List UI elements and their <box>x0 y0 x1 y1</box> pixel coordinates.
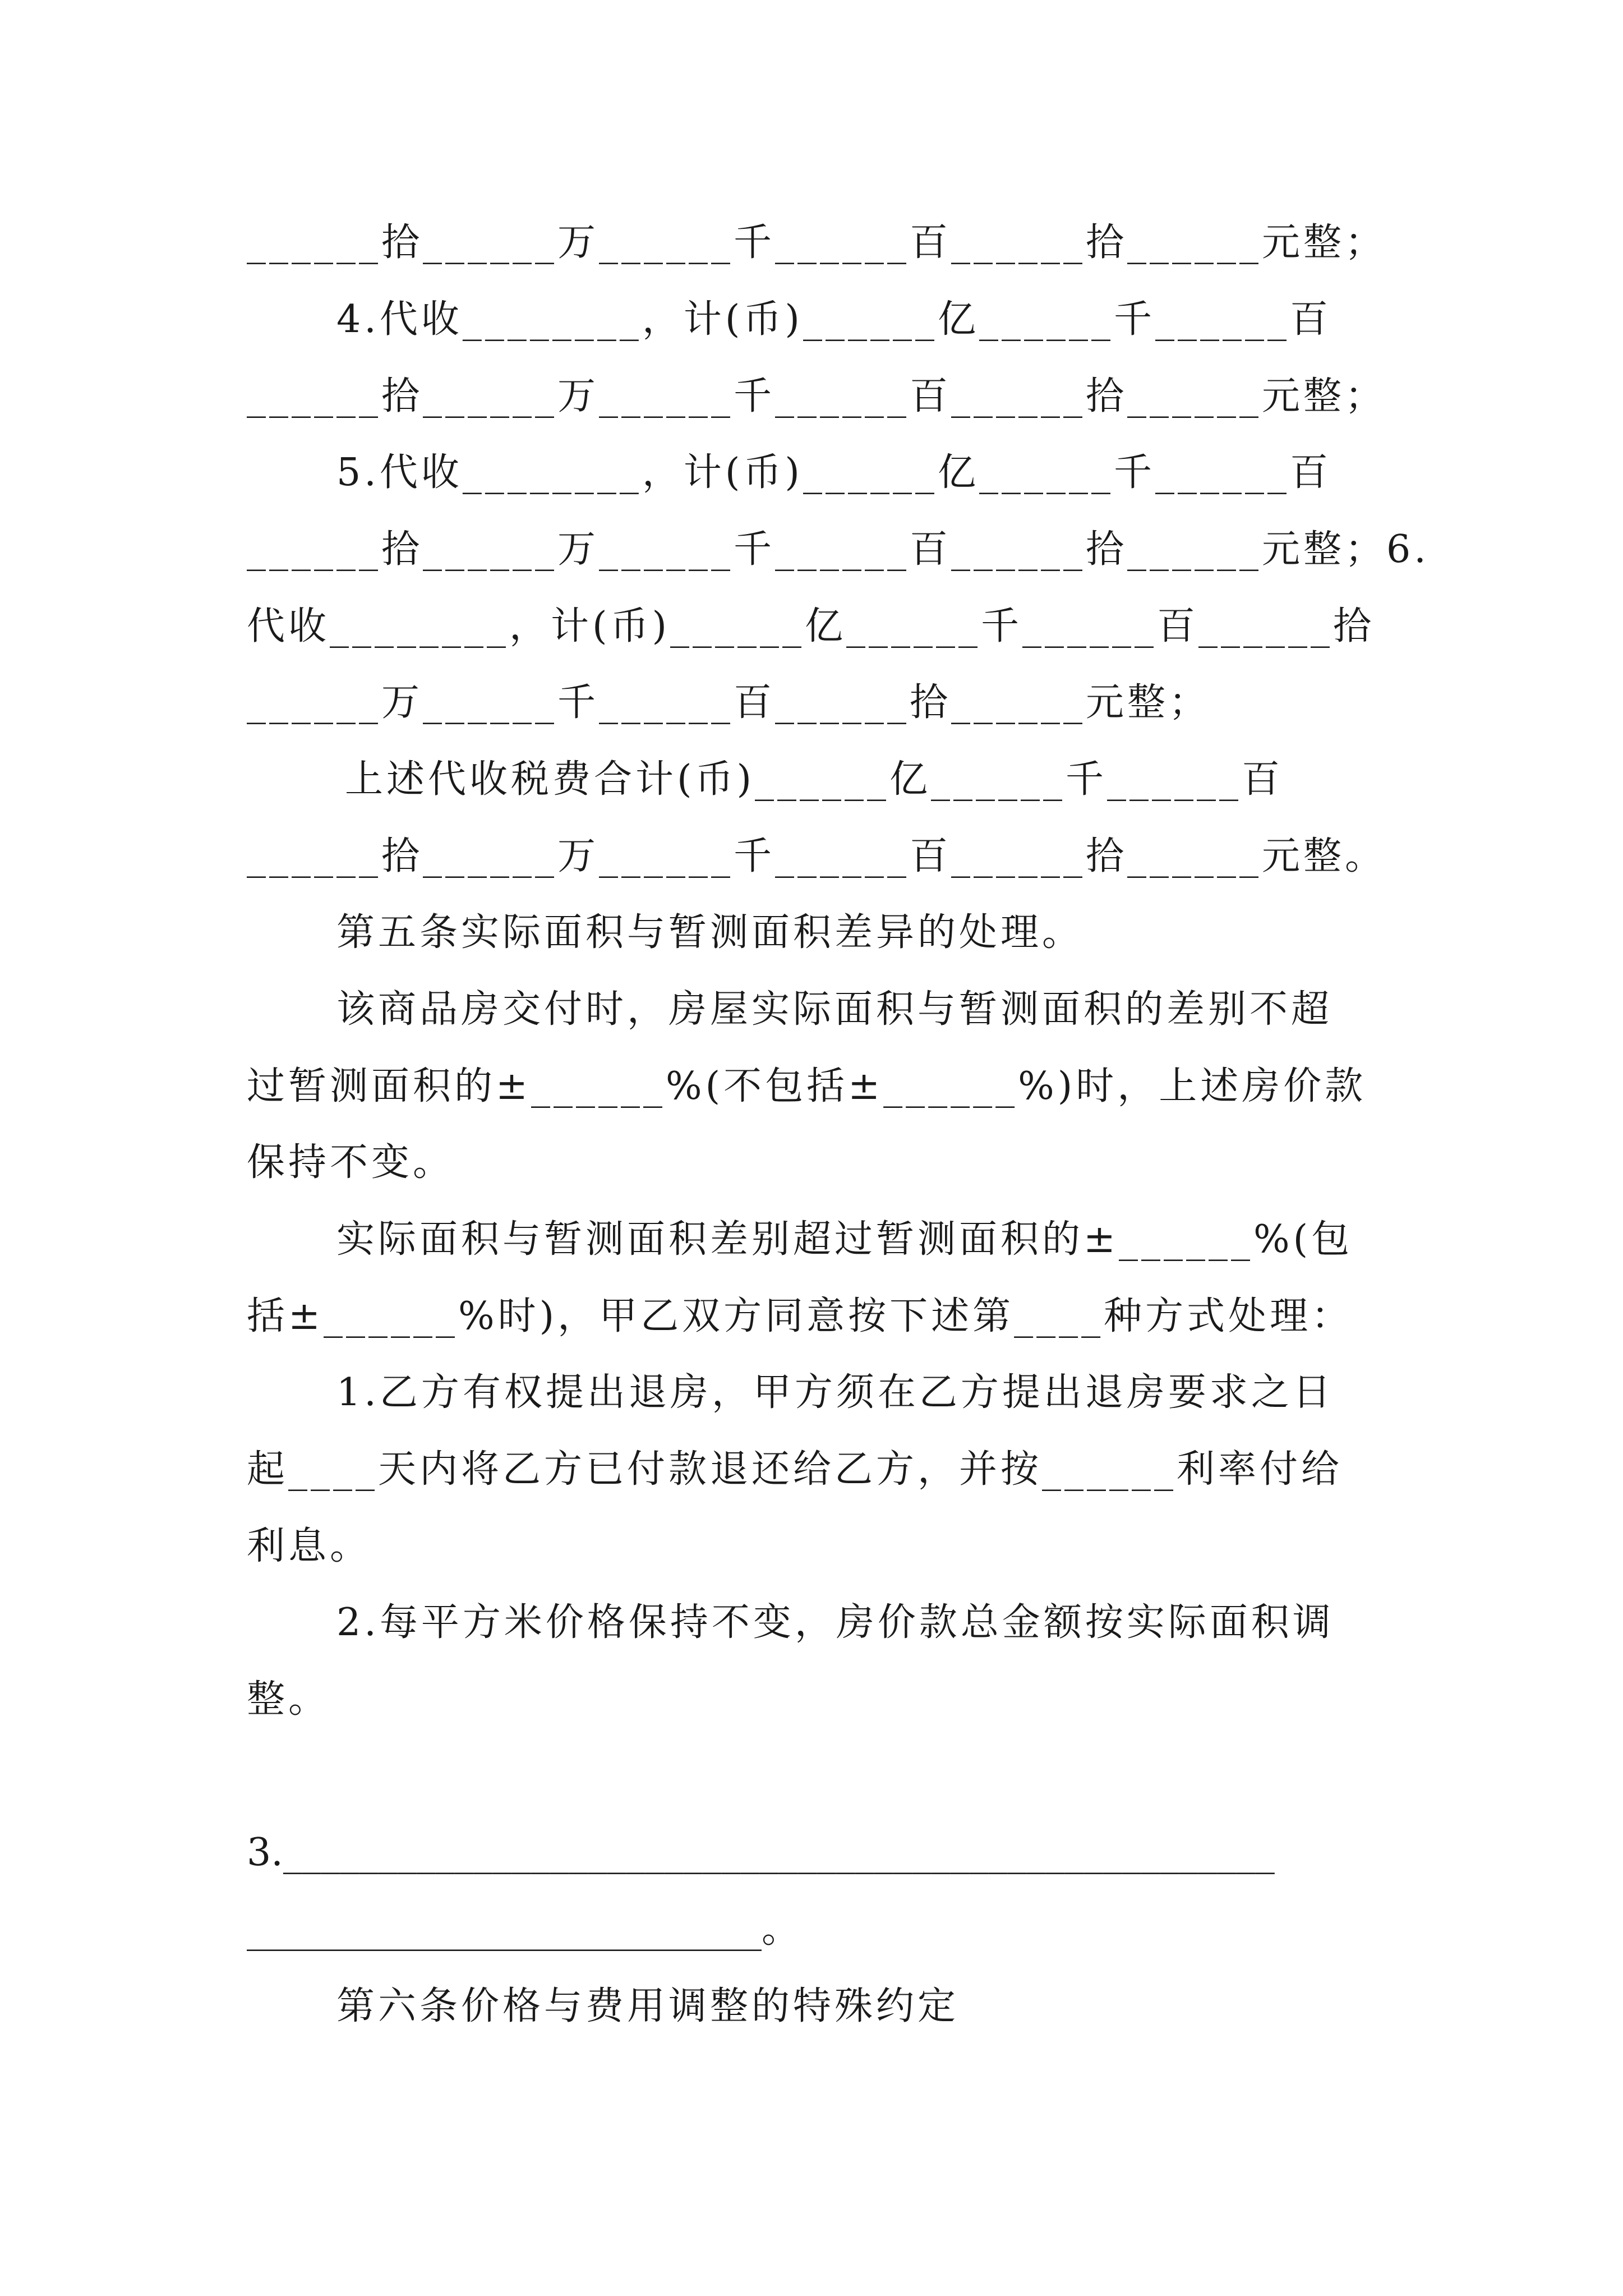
text-line: 上述代收税费合计(币)______亿______千______百 <box>345 757 1284 802</box>
text-line: ______拾______万______千______百______拾______元整； <box>247 374 1387 418</box>
text-line: 括±______%时)，甲乙双方同意按下述第____种方式处理： <box>247 1294 1353 1338</box>
text-line: 1.乙方有权提出退房，甲方须在乙方提出退房要求之日 <box>336 1370 1334 1415</box>
text-line: 2.每平方米价格保持不变，房价款总金额按实际面积调 <box>336 1600 1334 1645</box>
text-line: 整。 <box>247 1677 330 1722</box>
text-line: 4.代收________，计(币)______亿______千______百 <box>336 297 1331 342</box>
text-line: ______万______千______百______拾______元整； <box>247 680 1211 725</box>
text-line: 起____天内将乙方已付款退还给乙方，并按______利率付给 <box>247 1447 1343 1492</box>
text-line: 该商品房交付时，房屋实际面积与暂测面积的差别不超 <box>336 987 1333 1032</box>
text-line: 过暂测面积的±______%(不包括±______%)时，上述房价款 <box>247 1064 1367 1108</box>
text-line: ______拾______万______千______百______拾______元整； <box>247 220 1387 265</box>
text-line: 代收________，计(币)______亿______千______百______拾 <box>247 604 1375 648</box>
text-line: 实际面积与暂测面积差别超过暂测面积的±______%(包 <box>336 1217 1353 1262</box>
text-line: 利息。 <box>247 1524 372 1568</box>
text-line: ______拾______万______千______百______拾______元整。 <box>247 834 1387 878</box>
text-line: 5.代收________，计(币)______亿______千______百 <box>336 450 1331 495</box>
text-line: ______拾______万______千______百______拾______元整；6. <box>247 527 1430 572</box>
text-line: 3.____________________________________________________ <box>247 1830 1275 1875</box>
text-line: ___________________________。 <box>247 1907 800 1952</box>
section-heading: 第五条实际面积与暂测面积差异的处理。 <box>336 910 1084 955</box>
section-heading: 第六条价格与费用调整的特殊约定 <box>336 1984 960 2028</box>
text-line: 保持不变。 <box>247 1140 455 1185</box>
